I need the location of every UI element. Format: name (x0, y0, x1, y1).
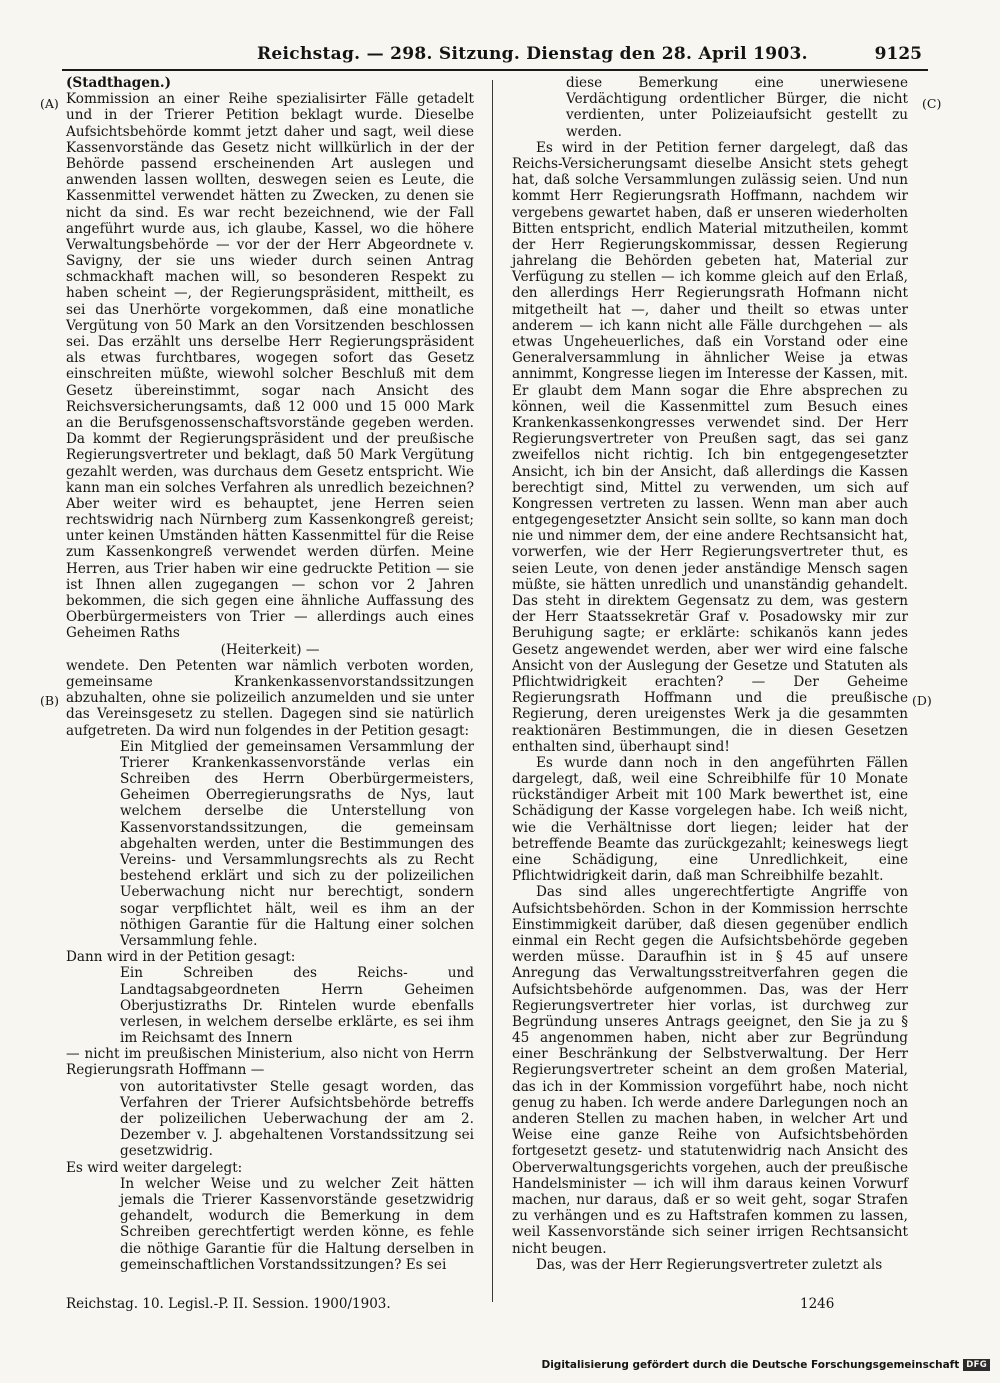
paragraph: wendete. Den Petenten war nämlich verboten worden, gemeinsame Krankenkassenvorstandssitzungen abzuhalten, ohne sie polizeilich anzumelden und sie unter das Vereinsgesetz zu stellen. Dagegen sind sie natürlich aufgetreten. Da wird nun folgendes in der Petition gesagt: (66, 657, 474, 739)
paragraph: Es wird weiter dargelegt: (66, 1159, 243, 1176)
margin-marker-a: (A) (40, 96, 59, 111)
margin-marker-d: (D) (912, 693, 932, 708)
quoted-passage: In welcher Weise und zu welcher Zeit hätten jemals die Trierer Kassenvorstände gesetzwidrig gehandelt, wodurch die Bemerkung in dem Schreiben gerechtfertigt werden könne, es fehle die nöthige Garantie für die Haltung derselben in gemeinschaftlichen Vorstandssitzungen? Es sei (120, 1175, 474, 1273)
funding-text: Digitalisierung gefördert durch die Deutsche Forschungsgemeinschaft (541, 1359, 960, 1371)
column-divider (492, 80, 493, 1302)
funding-note (541, 1359, 990, 1371)
interjection: (Heiterkeit) — (220, 641, 320, 658)
margin-marker-b: (B) (40, 693, 59, 708)
margin-marker-c: (C) (922, 96, 942, 111)
paragraph: Es wurde dann noch in den angeführten Fällen dargelegt, daß, weil eine Schreibhilfe für 10 Monate rückständiger Arbeit mit 100 Mark bewerthet ist, eine Schädigung der Kasse vorgelegen habe. Ich weiß nicht, wie die Verhältnisse dort liegen; leider hat der betreffende Beamte das zurückgezahlt; keineswegs liegt eine Schädigung, eine Unredlichkeit, eine Pflichtwidrigkeit darin, daß man Schreibhilfe bezahlt. (512, 754, 908, 885)
running-title: Reichstag. — 298. Sitzung. Dienstag den 28. April 1903. (257, 44, 808, 64)
paragraph: Das, was der Herr Regierungsvertreter zuletzt als (536, 1256, 883, 1273)
page-header (62, 42, 922, 68)
speaker-name: (Stadthagen.) (66, 75, 172, 91)
paragraph: Kommission an einer Reihe spezialisirter Fälle getadelt und in der Trierer Petition beklagt wurde. Dieselbe Aufsichtsbehörde kommt jetzt daher und sagt, weil diese Kassenvorstände das Gesetz nicht willkürlich in der der Behörde passend erscheinenden Art auslegen und anwenden lassen wollten, deswegen seien es Leute, die Kassenmittel verwendet hätten zu Zwecken, zu denen sie nicht da sind. Es war recht bezeichnend, wie der Fall angeführt wurde aus, ich glaube, Kassel, wo die höhere Verwaltungsbehörde — vor der der Herr Abgeordnete v. Savigny, der sie uns wieder durch seinen Antrag schmackhaft machen will, so besonderen Respekt zu haben scheint —, der Regierungspräsident, mittheilt, es sei das Unerhörte vorgekommen, daß eine monatliche Vergütung von 50 Mark an den Vorsitzenden beschlossen sei. Das erzählt uns derselbe Herr Regierungspräsident als etwas furchtbares, wogegen sofort das Gesetz einschreiten müßte, wiewohl solcher Beschluß mit dem Gesetz übereinstimmt, sogar nach Ansicht des Reichsversicherungsamts, daß 12 000 und 15 000 Mark an die Berufsgenossenschaftsvorstände gegeben werden. Da kommt der Regierungspräsident und der preußische Regierungsvertreter und beklagt, daß 50 Mark Vergütung gezahlt werden, was durchaus dem Gesetz entspricht. Wie kann man ein solches Verfahren als unredlich bezeichnen? Aber weiter wird es behauptet, jene Herren seien rechtswidrig nach Nürnberg zum Kassenkongreß gereist; unter keinen Umständen hätten Kassenmittel für die Reise zum Kassenkongreß verwendet werden dürfen. Meine Herren, aus Trier haben wir eine gedruckte Petition — sie ist Ihnen allen zugegangen — schon vor 2 Jahren bekommen, die sich gegen eine ähnliche Auffassung des Oberbürgermeisters von Trier — allerdings auch eines Geheimen Raths (66, 91, 474, 642)
quoted-passage: diese Bemerkung eine unerwiesene Verdächtigung ordentlicher Bürger, die nicht verdienten, unter Polizeiaufsicht gestellt zu werden. (566, 75, 908, 140)
paragraph: — nicht im preußischen Ministerium, also nicht von Herrn Regierungsrath Hoffmann — (66, 1046, 474, 1079)
page-number: 9125 (874, 44, 922, 64)
dfg-logo-icon: DFG (963, 1359, 990, 1371)
quoted-passage: von autoritativster Stelle gesagt worden, das Verfahren der Trierer Aufsichtsbehörde betreffs der polizeilichen Ueberwachung der am 2. Dezember v. J. abgehaltenen Vorstandssitzung sei gesetzwidrig. (120, 1078, 474, 1160)
quoted-passage: Ein Mitglied der gemeinsamen Versammlung der Trierer Krankenkassenvorstände verlas ein Schreiben des Herrn Oberbürgermeisters, Geheimen Oberregierungsraths de Nys, laut welchem derselbe die Unterstellung von Kassenvorstandssitzungen, die gemeinsam abgehalten werden, unter die Bestimmungen des Vereins- und Versammlungsrechts als zu Recht bestehend erklärt und sich zu der polizeilichen Ueberwachung nicht nur berechtigt, sondern sogar verpflichtet hält, weil es ihm an der nöthigen Garantie für die Haltung einer solchen Versammlung fehle. (120, 738, 474, 949)
paragraph: Es wird in der Petition ferner dargelegt, daß das Reichs-Versicherungsamt dieselbe Ansicht stets gehegt hat, daß solche Versammlungen zulässig seien. Und nun kommt Herr Regierungsrath Hoffmann, nachdem wir vergebens gewartet haben, daß er unseren wiederholten Bitten entspricht, endlich Material mitzutheilen, kommt der Herr Regierungskommissar, dessen Regierung jahrelang die Behörden gebeten hat, Material zur Verfügung zu stellen — ich komme gleich auf den Erlaß, den allerdings Herr Regierungsrath Hofmann nicht mitgetheilt hat —, daher und theilt so etwas unter anderem — ich kann nicht alle Fälle durchgehen — als etwas Ungeheuerliches, daß ein Vorstand oder eine Generalversammlung in ähnlicher Weise ja etwas annimmt, Kongresse liegen im Interesse der Kassen, mit. Er glaubt dem Mann sogar die Ehre absprechen zu können, weil die Kassenmittel zum Besuch eines Krankenkassenkongresses verwendet sind. Der Herr Regierungsvertreter von Preußen sagt, das sei ganz zweifellos nicht richtig. Ich bin entgegengesetzter Ansicht, ich bin der Ansicht, daß allerdings die Kassen berechtigt sind, Mittel zu verwenden, um sich auf Kongressen vertreten zu lassen. Wenn man aber auch entgegengesetzter Ansicht sein sollte, so kann man doch nie und nimmer dem, der eine andere Rechtsansicht hat, vorwerfen, wie der Herr Regierungsvertreter thut, es seien Leute, von denen jeder anständige Mensch sagen müßte, sie hätten unredlich und unanständig gehandelt. Das steht in direktem Gegensatz zu dem, was gestern der Herr Staatssekretär Graf v. Posadowsky mir zur Beruhigung sagte; er erklärte: schikanös kann jedes Gesetz angewendet werden, aber wer wird eine falsche Ansicht von der Auslegung der Gesetze und Statuten als Pflichtwidrigkeit erachten? — Der Geheime Regierungsrath Hoffmann und die preußische Regierung, deren ureigenstes Werk ja die gesammten reaktionären Bestimmungen, die in diesen Gesetzen enthalten sind, überhaupt sind! (512, 139, 908, 755)
paragraph: Das sind alles ungerechtfertigte Angriffe von Aufsichtsbehörden. Schon in der Kommission herrschte Einstimmigkeit darüber, daß diesen gegenüber endlich einmal ein Recht gegen die Aufsichtsbehörde gegeben werden müsse. Daraufhin ist in § 45 auf unsere Anregung das Verwaltungsstreitverfahren gegen die Aufsichtsbehörde aufgenommen. Das, was der Herr Regierungsvertreter hier vorlas, ist durchweg zur Begründung unseres Antrags geeignet, den Sie ja zu § 45 angenommen haben, nicht aber zur Begründung einer Beschränkung der Selbstverwaltung. Der Herr Regierungsvertreter scheint an dem großen Material, das ich in der Kommission vorgeführt habe, noch nicht genug zu haben. Ich werde andere Darlegungen noch an anderen Stellen zu machen haben, in welcher Art und Weise eine ganze Reihe von Aufsichtsbehörden fortgesetzt gesetz- und statutenwidrig nach Ansicht des Oberverwaltungsgerichts vorgehen, auch der preußische Handelsminister — ich will ihm daraus keinen Vorwurf machen, nur daraus, daß er so weit geht, sogar Strafen zu verhängen und es zu Haftstrafen kommen zu lassen, weil Kassenvorstände sich seiner irrigen Rechtsansicht nicht beugen. (512, 884, 908, 1257)
right-column (512, 75, 908, 1273)
quoted-passage: Ein Schreiben des Reichs- und Landtagsabgeordneten Herrn Geheimen Oberjustizraths Dr. Rintelen wurde ebenfalls verlesen, in welchem derselbe erklärte, es sei ihm im Reichsamt des Innern (120, 965, 474, 1047)
paragraph: Dann wird in der Petition gesagt: (66, 949, 296, 966)
footer-sheet-number: 1246 (800, 1296, 835, 1312)
left-column (66, 75, 474, 1273)
footer-session-info: Reichstag. 10. Legisl.-P. II. Session. 1900/1903. (66, 1296, 391, 1312)
header-rule (62, 69, 928, 71)
